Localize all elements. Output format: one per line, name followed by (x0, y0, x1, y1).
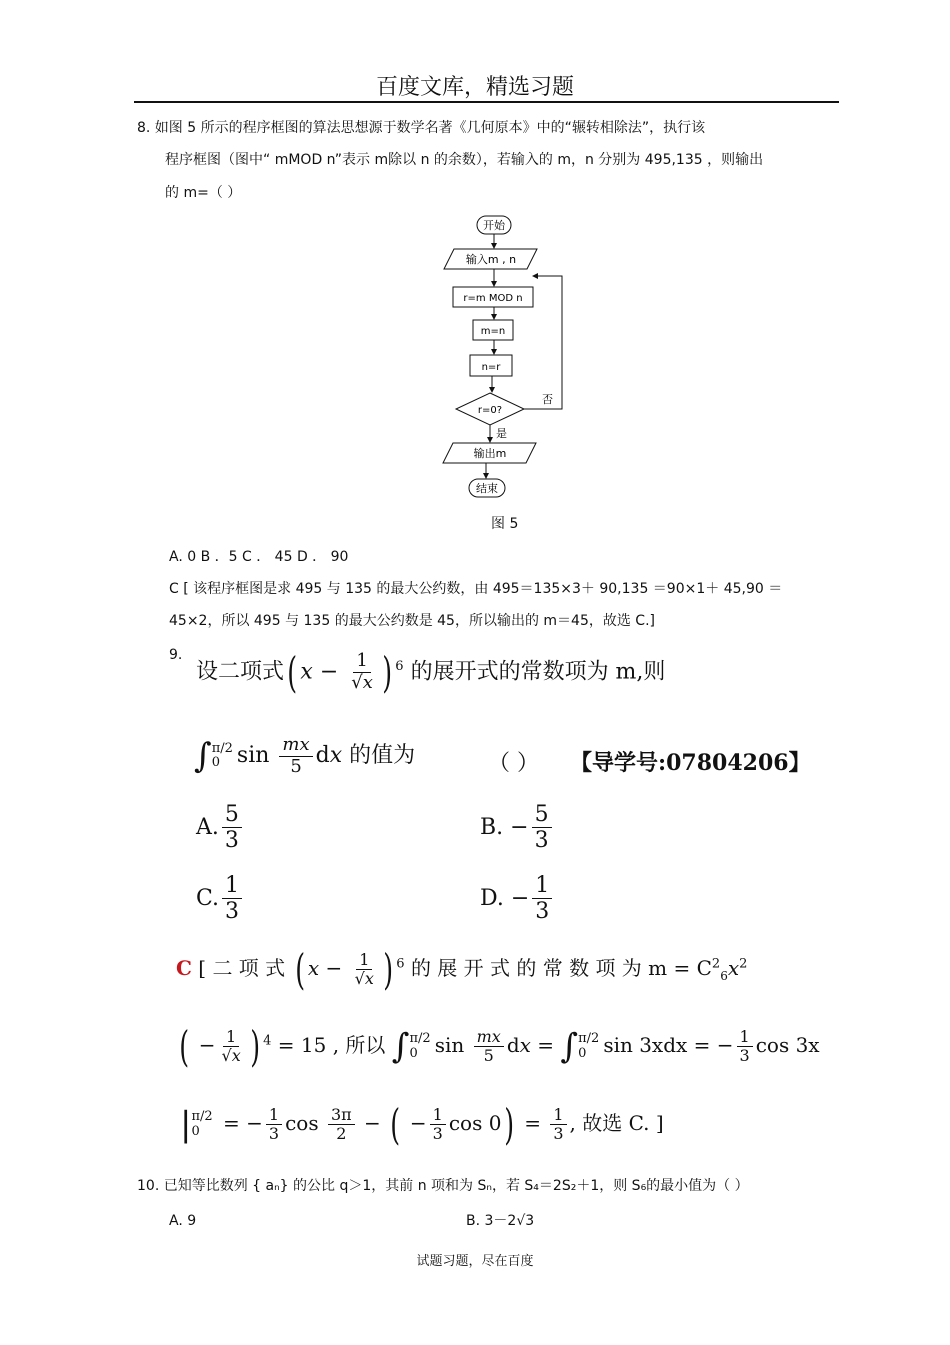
header-rule (134, 101, 839, 103)
flow-mod-label: r=m MOD n (463, 293, 523, 304)
page-footer: 试题习题，尽在百度 (416, 1254, 534, 1269)
flow-m-label: m=n (480, 326, 506, 337)
q9-option-b: B. − $\frac{5}{3}$ (480, 802, 555, 854)
flow-start-label: 开始 (483, 219, 505, 232)
flow-decision-label: r=0? (477, 405, 503, 416)
q9-stem-suffix: 的展开式的常数项为 m,则 (410, 659, 666, 685)
flow-yes-label: 是 (496, 427, 507, 440)
q9-blank: （ ） (488, 751, 539, 776)
q9-number: 9. (169, 647, 183, 663)
q8-line3: 的 m=（ ） (165, 185, 242, 201)
q8-options: A. 0 B ．5 C ． 45 D ． 90 (169, 549, 349, 565)
q9-stem: 设二项式( x − $\frac{1}{√x}$ ) $^6$ 的展开式的常数项为 m,则 (196, 648, 666, 697)
q10-option-b: B. 3－2√3 (466, 1213, 535, 1229)
q9-option-d: D. − $\frac{1}{3}$ (480, 873, 555, 925)
q8-answer-line1: C [ 该程序框图是求 495 与 135 的最大公约数，由 495＝135×3＋ 90,135 ＝90×1＋ 45,90 ＝ (169, 581, 783, 597)
q9-integral-text: 的值为 (349, 743, 416, 769)
flow-n-label: n=r (481, 362, 501, 373)
q10-stem: 10. 已知等比数列 { aₙ} 的公比 q＞1，其前 n 项和为 Sₙ，若 S₄＝2S₂＋1，则 S₆的最小值为（ ） (137, 1178, 749, 1194)
q9-answer-line2: ( − $\frac{1}{√x}$ ) $^4$ = 15 , 所以 ∫ π/2 0 sin $\frac{mx}{5}$ dx = ∫ π/2 0 sin 3xdx = − $\frac{1}{3}$ cos 3x (179, 1022, 820, 1071)
flow-input-label: 输入m , n (465, 253, 517, 266)
q8-answer-line2: 45×2，所以 495 与 135 的最大公约数是 45，所以输出的 m＝45，故选 C.] (169, 613, 655, 629)
flow-output-label: 输出m (473, 447, 507, 460)
flowchart (440, 210, 570, 500)
q9-ref-number: 【导学号:07804206】 (570, 750, 811, 776)
q9-stem-prefix: 设二项式 (196, 659, 285, 685)
flow-end-label: 结束 (476, 482, 498, 495)
q8-line1: 8. 如图 5 所示的程序框图的算法思想源于数学名著《几何原本》中的“辗转相除法”，执行该 (137, 120, 706, 136)
q9-answer-line1: C [ 二 项 式 ( x − $\frac{1}{√x}$ ) $^6$ 的 展 开 式 的 常 数 项 为 $m = C^2_6x^2$ (176, 945, 748, 994)
q10-option-a: A. 9 (169, 1213, 197, 1229)
figure-caption: 图 5 (491, 516, 519, 532)
q9-answer-letter: C (176, 956, 192, 980)
flow-no-label: 否 (542, 393, 553, 406)
q8-line2: 程序框图（图中“ mMOD n”表示 m除以 n 的余数），若输入的 m，n 分别为 495,135 ，则输出 (165, 152, 764, 168)
q9-option-c: C. $\frac{1}{3}$ (196, 873, 245, 925)
q9-option-a: A. $\frac{5}{3}$ (196, 802, 245, 854)
q9-integral-line: ∫ π/2 0 sin $\frac{mx}{5}$ dx 的值为 (194, 734, 416, 777)
q9-answer-line3: | π/2 0 = − $\frac{1}{3}$ cos $\frac{3\pi}{2}$ − ( − $\frac{1}{3}$ cos 0) = $\frac{1}{3}$ , 故选 C. ] (180, 1100, 664, 1149)
page-header: 百度文库，精选习题 (375, 75, 574, 100)
